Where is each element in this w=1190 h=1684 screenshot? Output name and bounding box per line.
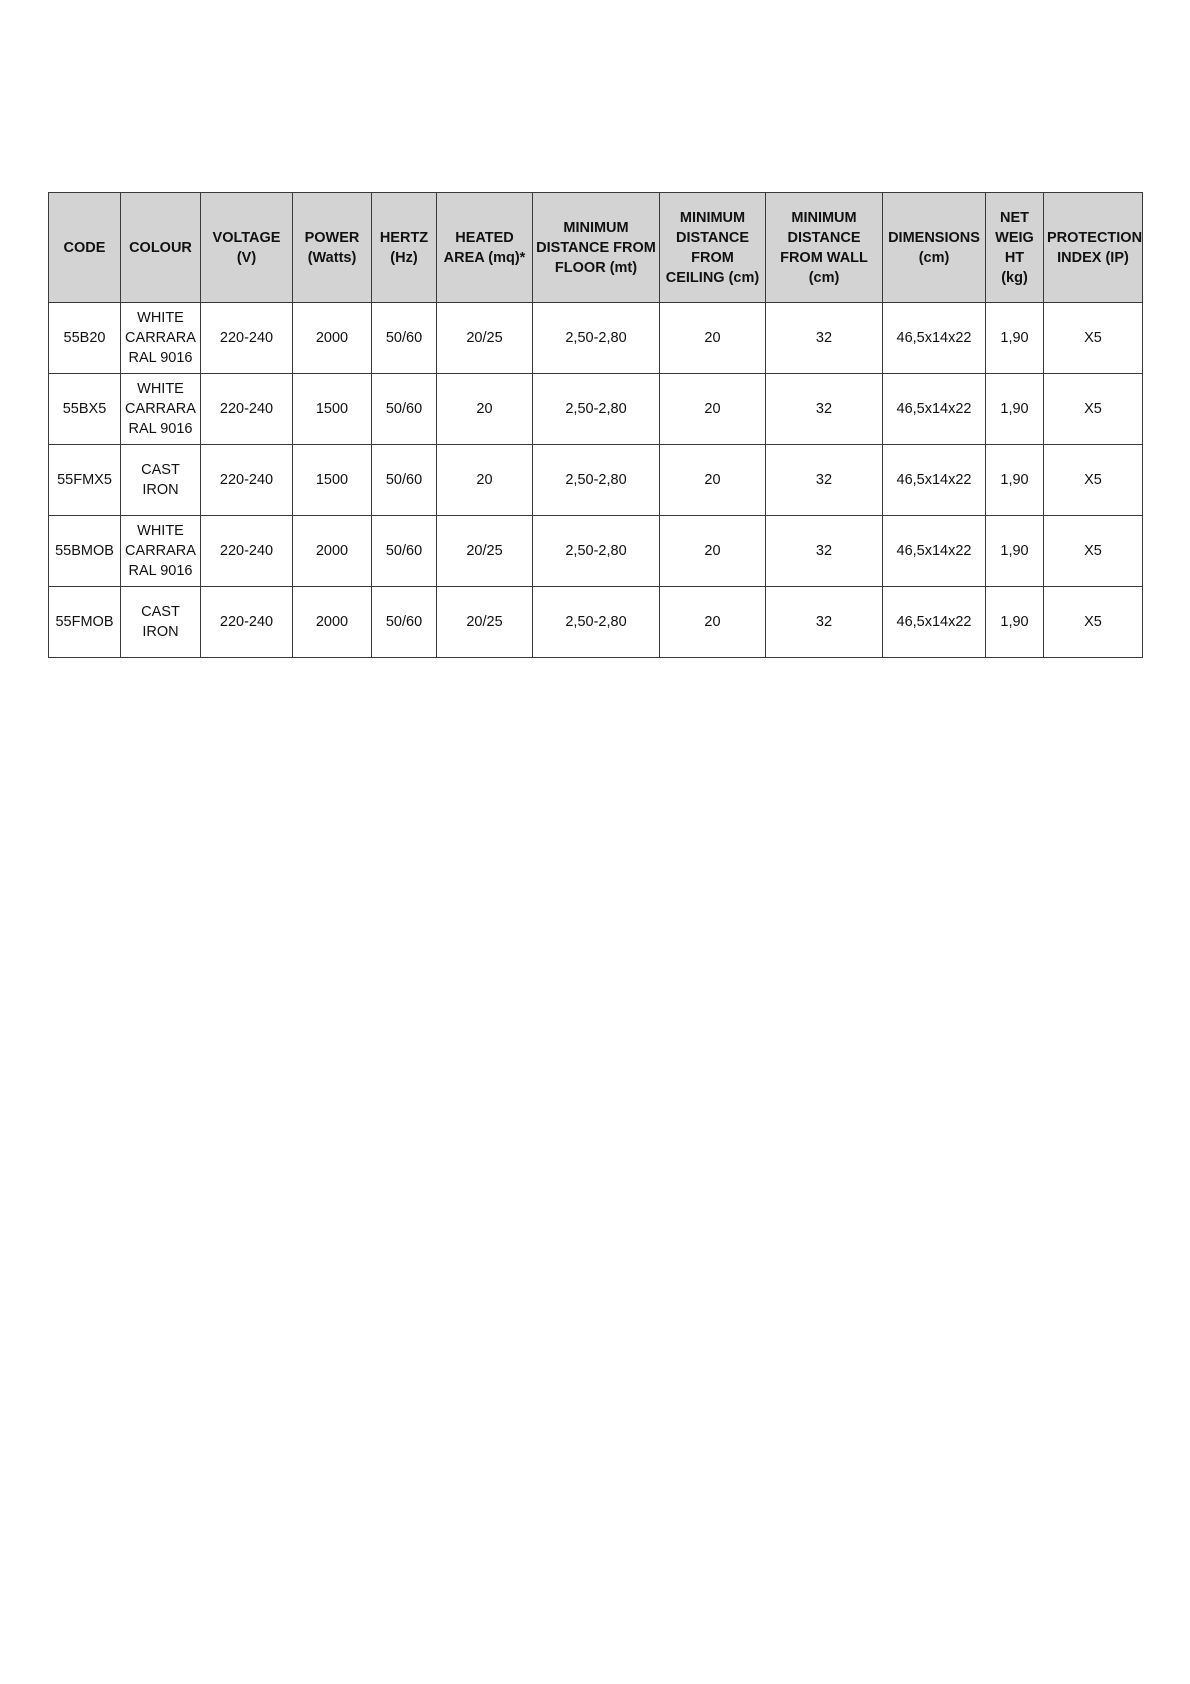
header-heated-area: HEATED AREA (mq)* bbox=[437, 193, 533, 303]
cell-code: 55B20 bbox=[49, 303, 121, 374]
cell-voltage: 220-240 bbox=[201, 587, 293, 658]
cell-net-weight: 1,90 bbox=[986, 445, 1044, 516]
header-code: CODE bbox=[49, 193, 121, 303]
cell-code: 55BMOB bbox=[49, 516, 121, 587]
cell-heated-area: 20 bbox=[437, 374, 533, 445]
cell-distance-floor: 2,50-2,80 bbox=[533, 303, 660, 374]
cell-heated-area: 20/25 bbox=[437, 303, 533, 374]
cell-heated-area: 20/25 bbox=[437, 587, 533, 658]
cell-distance-wall: 32 bbox=[766, 516, 883, 587]
cell-hertz: 50/60 bbox=[372, 587, 437, 658]
cell-protection: X5 bbox=[1044, 587, 1143, 658]
cell-power: 1500 bbox=[293, 374, 372, 445]
spec-table bbox=[48, 192, 1143, 658]
cell-colour: CAST IRON bbox=[121, 445, 201, 516]
cell-distance-wall: 32 bbox=[766, 445, 883, 516]
cell-protection: X5 bbox=[1044, 303, 1143, 374]
cell-distance-ceiling: 20 bbox=[660, 587, 766, 658]
cell-voltage: 220-240 bbox=[201, 516, 293, 587]
cell-distance-ceiling: 20 bbox=[660, 516, 766, 587]
header-row bbox=[49, 193, 1143, 303]
cell-power: 2000 bbox=[293, 303, 372, 374]
header-distance-wall: MINIMUM DISTANCE FROM WALL (cm) bbox=[766, 193, 883, 303]
header-net-weight: NET WEIG HT (kg) bbox=[986, 193, 1044, 303]
cell-heated-area: 20/25 bbox=[437, 516, 533, 587]
header-hertz: HERTZ (Hz) bbox=[372, 193, 437, 303]
cell-hertz: 50/60 bbox=[372, 303, 437, 374]
cell-code: 55BX5 bbox=[49, 374, 121, 445]
cell-distance-floor: 2,50-2,80 bbox=[533, 516, 660, 587]
header-power: POWER (Watts) bbox=[293, 193, 372, 303]
cell-net-weight: 1,90 bbox=[986, 303, 1044, 374]
cell-distance-ceiling: 20 bbox=[660, 374, 766, 445]
cell-distance-floor: 2,50-2,80 bbox=[533, 587, 660, 658]
cell-net-weight: 1,90 bbox=[986, 374, 1044, 445]
cell-dimensions: 46,5x14x22 bbox=[883, 374, 986, 445]
cell-dimensions: 46,5x14x22 bbox=[883, 303, 986, 374]
table-row bbox=[49, 587, 1143, 658]
header-voltage: VOLTAGE (V) bbox=[201, 193, 293, 303]
cell-distance-ceiling: 20 bbox=[660, 445, 766, 516]
table-row bbox=[49, 374, 1143, 445]
cell-hertz: 50/60 bbox=[372, 445, 437, 516]
cell-protection: X5 bbox=[1044, 374, 1143, 445]
cell-distance-ceiling: 20 bbox=[660, 303, 766, 374]
cell-colour: WHITE CARRARA RAL 9016 bbox=[121, 303, 201, 374]
cell-colour: WHITE CARRARA RAL 9016 bbox=[121, 374, 201, 445]
cell-distance-wall: 32 bbox=[766, 303, 883, 374]
cell-power: 2000 bbox=[293, 516, 372, 587]
cell-dimensions: 46,5x14x22 bbox=[883, 587, 986, 658]
cell-voltage: 220-240 bbox=[201, 374, 293, 445]
cell-distance-floor: 2,50-2,80 bbox=[533, 445, 660, 516]
cell-hertz: 50/60 bbox=[372, 516, 437, 587]
cell-code: 55FMX5 bbox=[49, 445, 121, 516]
cell-distance-wall: 32 bbox=[766, 374, 883, 445]
cell-distance-floor: 2,50-2,80 bbox=[533, 374, 660, 445]
header-distance-floor: MINIMUM DISTANCE FROM FLOOR (mt) bbox=[533, 193, 660, 303]
table-row bbox=[49, 445, 1143, 516]
cell-heated-area: 20 bbox=[437, 445, 533, 516]
cell-colour: WHITE CARRARA RAL 9016 bbox=[121, 516, 201, 587]
cell-power: 1500 bbox=[293, 445, 372, 516]
header-protection: PROTECTION INDEX (IP) bbox=[1044, 193, 1143, 303]
cell-colour: CAST IRON bbox=[121, 587, 201, 658]
cell-voltage: 220-240 bbox=[201, 445, 293, 516]
cell-net-weight: 1,90 bbox=[986, 516, 1044, 587]
table-row bbox=[49, 303, 1143, 374]
cell-distance-wall: 32 bbox=[766, 587, 883, 658]
header-colour: COLOUR bbox=[121, 193, 201, 303]
header-dimensions: DIMENSIONS (cm) bbox=[883, 193, 986, 303]
cell-hertz: 50/60 bbox=[372, 374, 437, 445]
cell-code: 55FMOB bbox=[49, 587, 121, 658]
cell-protection: X5 bbox=[1044, 445, 1143, 516]
cell-power: 2000 bbox=[293, 587, 372, 658]
header-distance-ceiling: MINIMUM DISTANCE FROM CEILING (cm) bbox=[660, 193, 766, 303]
cell-dimensions: 46,5x14x22 bbox=[883, 516, 986, 587]
cell-net-weight: 1,90 bbox=[986, 587, 1044, 658]
cell-dimensions: 46,5x14x22 bbox=[883, 445, 986, 516]
cell-voltage: 220-240 bbox=[201, 303, 293, 374]
cell-protection: X5 bbox=[1044, 516, 1143, 587]
table-row bbox=[49, 516, 1143, 587]
